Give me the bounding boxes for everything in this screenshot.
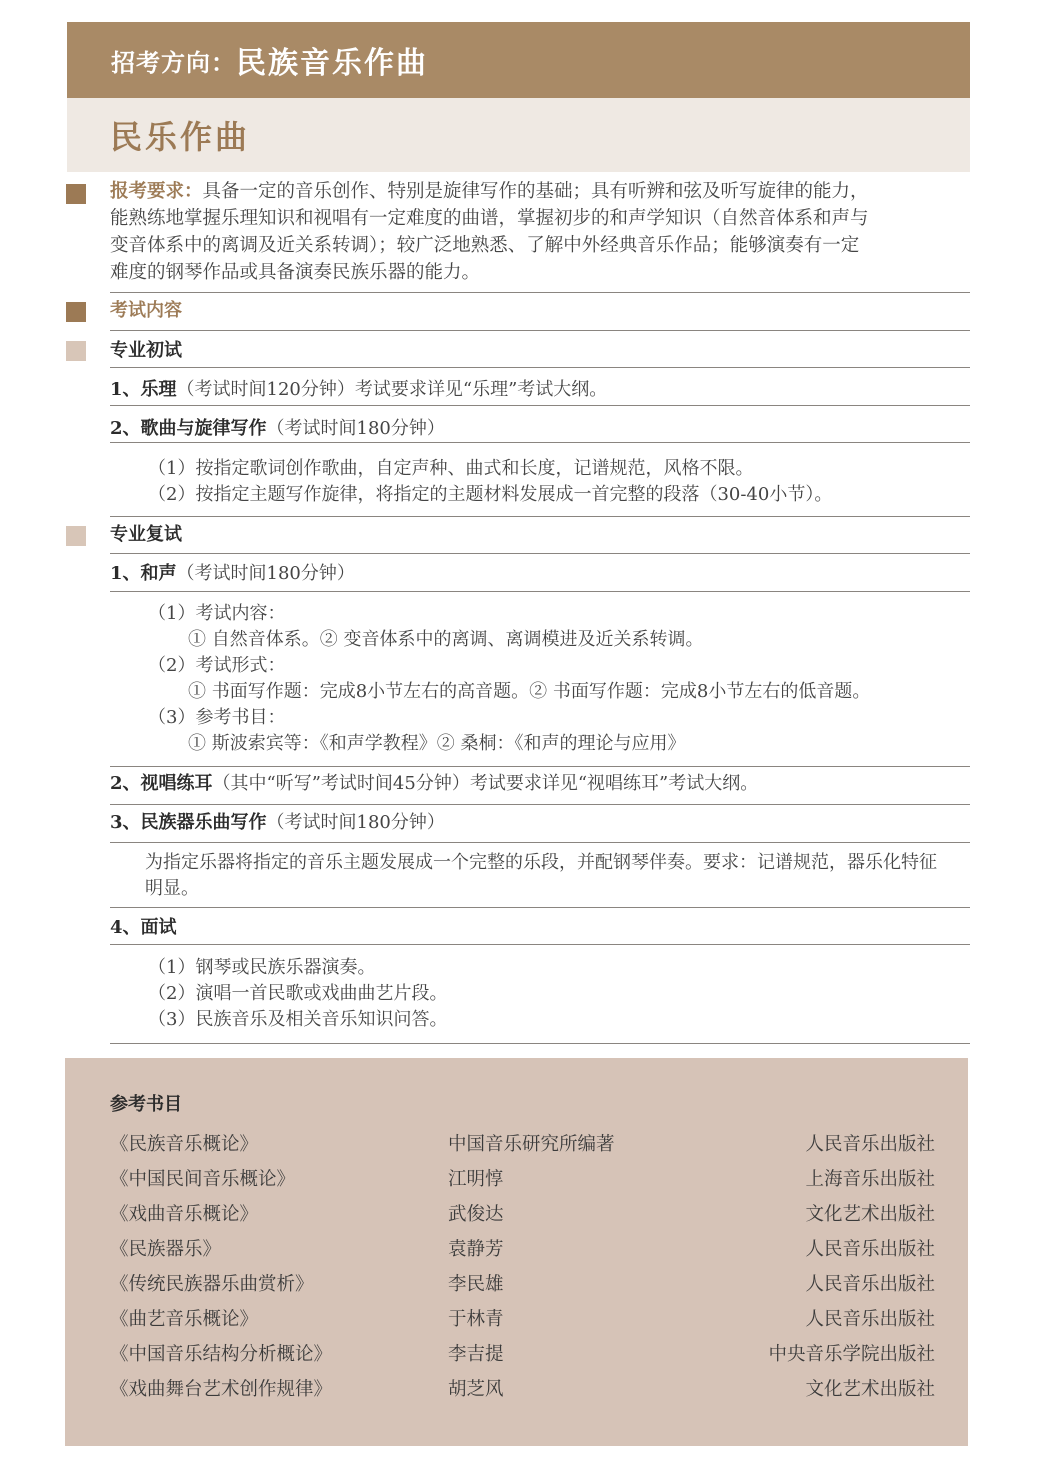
divider <box>110 516 970 517</box>
book-publisher: 文化艺术出版社 <box>805 1204 935 1225</box>
final-item-4 <box>110 915 177 941</box>
section-marker <box>66 302 86 322</box>
book-row <box>110 1235 935 1261</box>
final-item-4-sub: （3）民族音乐及相关音乐知识问答。 <box>148 1009 448 1030</box>
book-title: 《传统民族器乐曲赏析》 <box>110 1274 314 1295</box>
book-author: 李民雄 <box>448 1274 504 1295</box>
prelim-item-2 <box>110 416 445 442</box>
page-header <box>67 22 970 98</box>
divider <box>110 442 970 443</box>
book-title: 《中国民间音乐概论》 <box>110 1169 296 1190</box>
item-label: 4、面试 <box>110 917 177 938</box>
divider <box>110 367 970 368</box>
item-text: （考试时间120分钟）考试要求详见“乐理”考试大纲。 <box>176 379 608 400</box>
prelim-item-1 <box>110 377 607 403</box>
book-title: 《戏曲音乐概论》 <box>110 1204 259 1225</box>
item-text: （考试时间180分钟） <box>266 418 445 439</box>
book-publisher: 人民音乐出版社 <box>805 1134 935 1155</box>
book-row <box>110 1270 935 1296</box>
divider <box>110 405 970 406</box>
prelim-item-2-sub: （2）按指定主题写作旋律，将指定的主题材料发展成一首完整的段落（30-40小节）。 <box>148 484 833 505</box>
book-publisher: 文化艺术出版社 <box>805 1379 935 1400</box>
divider <box>110 553 970 554</box>
book-row <box>110 1305 935 1331</box>
book-author: 江明惇 <box>448 1169 504 1190</box>
final-item-4-sub: （1）钢琴或民族乐器演奏。 <box>148 957 376 978</box>
divider <box>110 591 970 592</box>
section-marker <box>66 341 86 361</box>
book-author: 李吉提 <box>448 1344 504 1365</box>
header-title: 民族音乐作曲 <box>236 46 428 81</box>
divider <box>110 842 970 843</box>
book-publisher: 人民音乐出版社 <box>805 1239 935 1260</box>
references-panel <box>65 1058 968 1446</box>
book-row <box>110 1165 935 1191</box>
book-title: 《曲艺音乐概论》 <box>110 1309 259 1330</box>
book-row <box>110 1200 935 1226</box>
book-row <box>110 1340 935 1366</box>
item-label: 1、和声 <box>110 563 177 584</box>
final-item-1-sub: （2）考试形式： <box>148 655 286 676</box>
final-item-1-detail: ① 斯波索宾等：《和声学教程》② 桑桐：《和声的理论与应用》 <box>188 733 686 754</box>
header-prefix: 招考方向： <box>111 47 236 77</box>
item-text: （其中“听写”考试时间45分钟）考试要求详见“视唱练耳”考试大纲。 <box>212 773 759 794</box>
item-text: （考试时间180分钟） <box>176 563 355 584</box>
final-heading: 专业复试 <box>110 524 182 545</box>
book-author: 胡芝风 <box>448 1379 504 1400</box>
book-publisher: 上海音乐出版社 <box>805 1169 935 1190</box>
divider <box>110 907 970 908</box>
final-item-4-sub: （2）演唱一首民歌或戏曲曲艺片段。 <box>148 983 448 1004</box>
section-marker <box>66 184 86 204</box>
final-item-1-sub: （3）参考书目： <box>148 707 286 728</box>
divider <box>110 804 970 805</box>
book-author: 武俊达 <box>448 1204 504 1225</box>
final-item-1-detail: ① 自然音体系。② 变音体系中的离调、离调模进及近关系转调。 <box>188 629 704 650</box>
item-text: （考试时间180分钟） <box>266 812 445 833</box>
item-label: 3、民族器乐曲写作 <box>110 812 267 833</box>
requirements-label: 报考要求： <box>110 181 203 202</box>
book-row <box>110 1375 935 1401</box>
book-title: 《戏曲舞台艺术创作规律》 <box>110 1379 333 1400</box>
section-subheader <box>67 98 970 172</box>
book-row <box>110 1130 935 1156</box>
book-author: 中国音乐研究所编著 <box>448 1134 615 1155</box>
item-label: 1、乐理 <box>110 379 177 400</box>
divider <box>110 766 970 767</box>
book-author: 袁静芳 <box>448 1239 504 1260</box>
section-marker <box>66 526 86 546</box>
requirements-line: 能熟练地掌握乐理知识和视唱有一定难度的曲谱，掌握初步的和声学知识（自然音体系和声与 <box>110 208 869 229</box>
book-publisher: 中央音乐学院出版社 <box>768 1344 935 1365</box>
book-author: 于林青 <box>448 1309 504 1330</box>
book-title: 《民族音乐概论》 <box>110 1134 259 1155</box>
book-title: 《中国音乐结构分析概论》 <box>110 1344 333 1365</box>
book-title: 《民族器乐》 <box>110 1239 222 1260</box>
divider <box>110 1043 970 1044</box>
final-item-3 <box>110 810 445 836</box>
divider <box>110 292 970 293</box>
book-publisher: 人民音乐出版社 <box>805 1274 935 1295</box>
requirements-line: 具备一定的音乐创作、特别是旋律写作的基础；具有听辨和弦及听写旋律的能力， <box>202 181 869 202</box>
book-publisher: 人民音乐出版社 <box>805 1309 935 1330</box>
final-item-1 <box>110 561 355 587</box>
prelim-item-2-sub: （1）按指定歌词创作歌曲，自定声种、曲式和长度，记谱规范，风格不限。 <box>148 458 754 479</box>
final-item-1-detail: ① 书面写作题：完成8小节左右的高音题。② 书面写作题：完成8小节左右的低音题。 <box>188 681 871 702</box>
requirements-line: 难度的钢琴作品或具备演奏民族乐器的能力。 <box>110 262 481 283</box>
references-title: 参考书目 <box>110 1094 182 1115</box>
final-item-3-paragraph: 为指定乐器将指定的音乐主题发展成一个完整的乐段，并配钢琴伴奏。要求：记谱规范，器乐化特征明显。 <box>145 852 937 899</box>
requirements-block <box>110 178 940 286</box>
final-item-1-sub: （1）考试内容： <box>148 603 286 624</box>
exam-content-heading: 考试内容 <box>110 300 182 321</box>
divider <box>110 330 970 331</box>
item-label: 2、歌曲与旋律写作 <box>110 418 267 439</box>
subheader-title: 民乐作曲 <box>110 118 251 156</box>
final-item-2 <box>110 771 758 797</box>
divider <box>110 944 970 945</box>
requirements-line: 变音体系中的离调及近关系转调）；较广泛地熟悉、了解中外经典音乐作品；能够演奏有一定 <box>110 235 860 256</box>
item-label: 2、视唱练耳 <box>110 773 213 794</box>
prelim-heading: 专业初试 <box>110 340 182 361</box>
